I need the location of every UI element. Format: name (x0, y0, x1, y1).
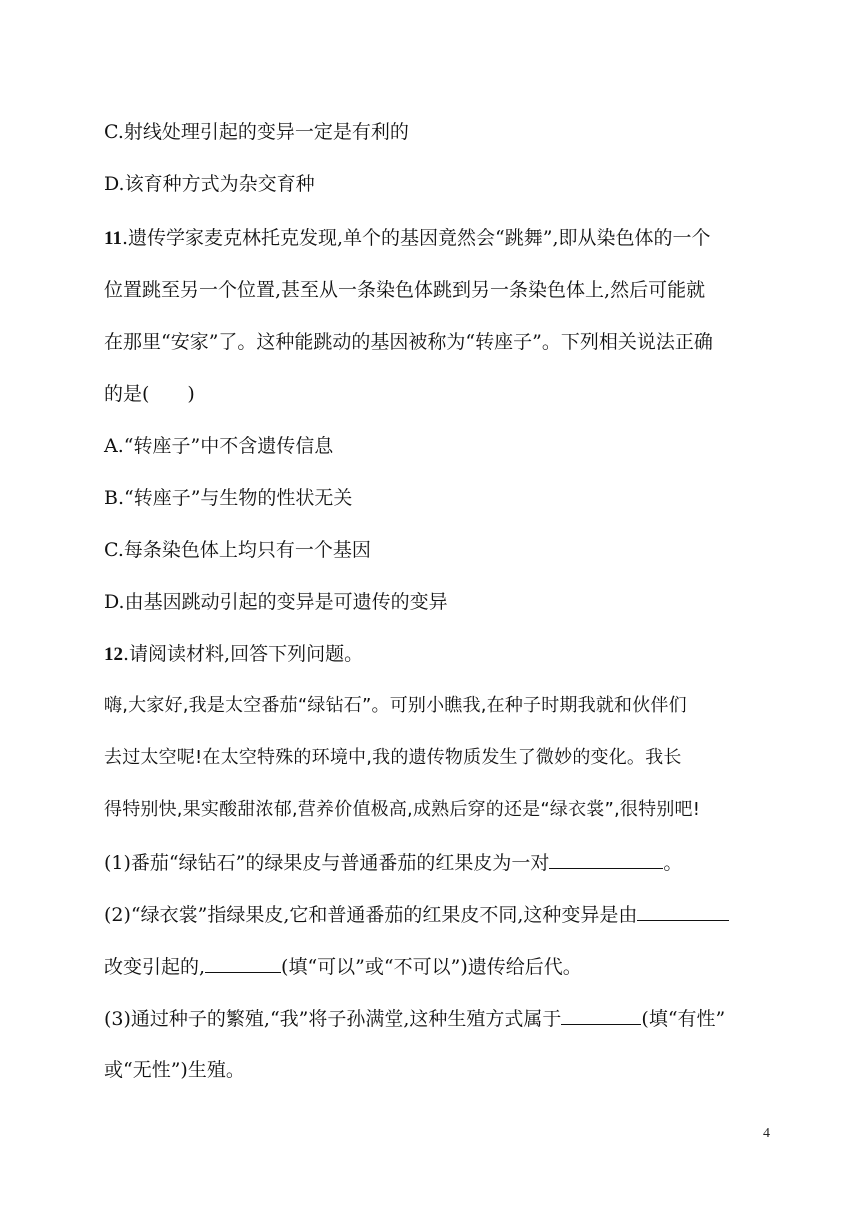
q12-sub3-text-1a: (3)通过种子的繁殖,“我”将子孙满堂,这种生殖方式属于 (104, 1008, 562, 1030)
q12-material-line-3: 得特别快,果实酸甜浓郁,营养价值极高,成熟后穿的还是“绿衣裳”,很特别吧! (104, 799, 701, 820)
q12-sub2-text-1: (2)“绿衣裳”指绿果皮,它和普通番茄的红果皮不同,这种变异是由 (104, 904, 638, 926)
q12-sub1-text: (1)番茄“绿钻石”的绿果皮与普通番茄的红果皮为一对 (104, 852, 550, 874)
q11-stem-text-1: .遗传学家麦克林托克发现,单个的基因竟然会“跳舞”,即从染色体的一个 (121, 227, 711, 249)
q12-sub3-text-1b: (填“有性” (641, 1008, 726, 1030)
q12-sub1-blank[interactable] (549, 850, 663, 869)
q11-stem-line-1 (104, 226, 764, 251)
q12-number: 12 (104, 644, 123, 665)
q12-sub2-blank-2[interactable] (205, 954, 281, 973)
q12-sub1-end: 。 (663, 852, 683, 874)
q12-sub3-line-1 (104, 1006, 764, 1031)
q12-sub2-text-2b: (填“可以”或“不可以”)遗传给后代。 (281, 956, 582, 978)
q10-option-d: D.该育种方式为杂交育种 (104, 173, 315, 195)
q11-option-a: A.“转座子”中不含遗传信息 (104, 435, 334, 457)
q12-material-line-2: 去过太空呢!在太空特殊的环境中,我的遗传物质发生了微妙的变化。我长 (104, 747, 682, 768)
q11-option-b: B.“转座子”与生物的性状无关 (104, 487, 353, 509)
q12-sub2-line-2 (104, 954, 764, 979)
q11-stem-line-4: 的是( ) (104, 383, 195, 405)
q11-stem-line-3: 在那里“安家”了。这种能跳动的基因被称为“转座子”。下列相关说法正确 (104, 331, 713, 353)
q12-sub3-blank[interactable] (561, 1006, 641, 1025)
q12-sub2-line-1 (104, 902, 764, 927)
q12-stem (104, 642, 764, 667)
page-number: 4 (763, 1126, 770, 1141)
q12-sub2-text-2a: 改变引起的, (104, 956, 206, 978)
q12-sub2-blank-1[interactable] (637, 902, 729, 921)
q10-option-c: C.射线处理引起的变异一定是有利的 (104, 121, 409, 143)
q12-sub3-line-2: 或“无性”)生殖。 (104, 1059, 245, 1081)
q11-option-c: C.每条染色体上均只有一个基因 (104, 539, 371, 561)
q11-stem-line-2: 位置跳至另一个位置,甚至从一条染色体跳到另一条染色体上,然后可能就 (104, 279, 706, 301)
q12-sub1 (104, 850, 764, 875)
q11-number: 11 (104, 228, 122, 249)
q12-stem-text: .请阅读材料,回答下列问题。 (123, 643, 364, 665)
q12-material-line-1: 嗨,大家好,我是太空番茄“绿钻石”。可别小瞧我,在种子时期我就和伙伴们 (104, 695, 687, 716)
q11-option-d: D.由基因跳动引起的变异是可遗传的变异 (104, 591, 448, 613)
